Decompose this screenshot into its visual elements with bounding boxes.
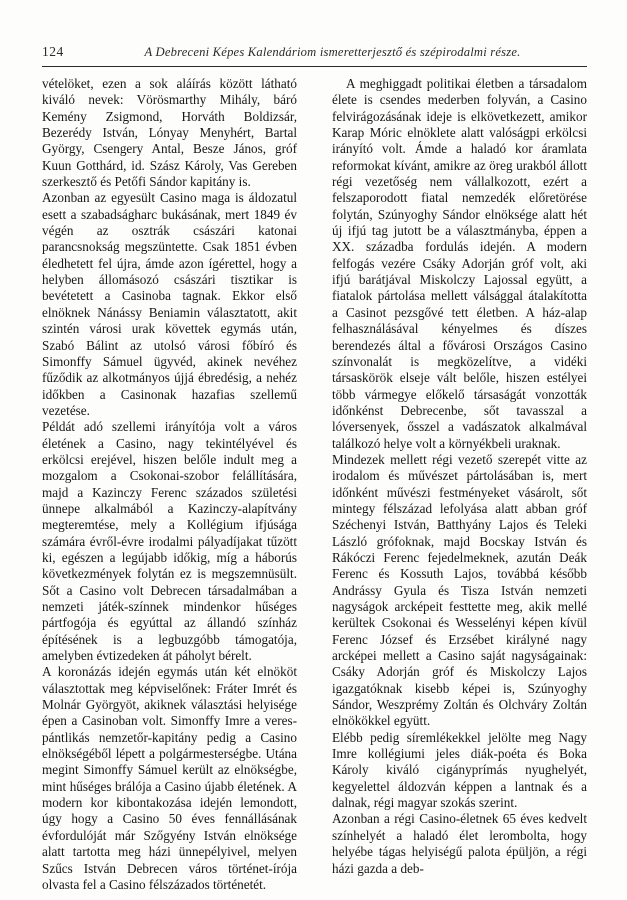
page-header — [42, 44, 587, 64]
paragraph: Azonban a régi Casino-életnek 65 éves kedvelt színhelyét a haladó élet lerombolta, hogy helyébe tágas helyiségű palota épüljön, a régi házi gazda a deb- — [332, 811, 587, 876]
paragraph: Azonban az egyesült Casino maga is áldozatul esett a szabadságharc bukásának, mert 1849 év végén az osztrák császári katonai parancsnokság megszüntette. Csak 1851 évben éledhetett fel újra, ámde azon ígérettel, hogy a helyben állomásozó császári tisztikar is bevétetett a Casinoba tagnak. Ekkor első elnöknek Nánássy Beniamin választatott, akit szintén városi urak követtek egymás után, Szabó Bálint az utolsó városi főbíró és Simonffy Sámuel ügyvéd, akinek nevéhez fűződik az alkotmányos újjá ébredésig, a nehéz időkben a Casinonak hazafias szellemű vezetése. — [42, 190, 297, 418]
paragraph: Elébb pedig síremlékekkel jelölte meg Nagy Imre kollégiumi jeles diák-poéta és Boka Károly kiváló cigányprímás nyughelyét, kegyelettel áldozván képpen a lantnak és a dalnak, régi magyar szokás szerint. — [332, 729, 587, 811]
text-columns — [42, 76, 587, 892]
paragraph: Példát adó szellemi irányítója volt a város életének a Casino, nagy tekintélyével és erkölcsi erejével, hiszen belőle indult meg a mozgalom a Csokonai-szobor felállítására, majd a Kazinczy Ferenc százados születési ünnepe alkalmából a Kazinczy-alapítvány megteremtése, mely a Kollégium ifjúsága számára évről-évre irodalmi pályadíjakat tűzött ki, egészen a legújabb időkig, míg a háborús következmények folytán ez is megszemnüsült. Sőt a Casino volt Debrecen társadalmában a nemzeti játék-színnek mindenkor hűséges pártfogója és egyúttal az állandó színház építésének is a legbuzgóbb támogatója, amelyben évtizedeken át páholyt bérelt. — [42, 419, 297, 664]
header-rule — [42, 66, 587, 67]
paragraph: Mindezek mellett régi vezető szerepét vitte az irodalom és művészet pártolásában is, mert időnként művészi festményeket vásárolt, sőt mintegy félszázad lefolyása alatt abban gróf Széchenyi István, Batthyány Lajos és Teleki László grófoknak, majd Bocskay István és Rákóczi Ferenc fejedelmeknek, azután Deák Ferenc és Kossuth Lajos, továbbá később Andrássy Gyula és Tisza István nemzeti nagyságok arcképeit festtette meg, akik mellé kerültek Csokonai és Wesselényi képen kívül Ferenc József és Erzsébet királyné nagy arcképei mellett a Casino saját nagyságainak: Csáky Adorján gróf és Miskolczy Lajos igazgatóknak kisebb képei is, Szúnyoghy Sándor, Weszprémy Zoltán és Olchváry Zoltán elnökökkel együtt. — [332, 451, 587, 729]
running-head: A Debreceni Képes Kalendáriom ismeretterjesztő és szépirodalmi része. — [144, 45, 521, 59]
column-right — [332, 76, 587, 876]
paragraph: vételöket, ezen a sok aláírás között látható kiváló nevek: Vörösmarthy Mihály, báró Kemény Zsigmond, Horváth Boldizsár, Bezerédy István, Lónyay Menyhért, Bartal György, Csengery Antal, Besze János, gróf Kuun Gotthárd, id. Szász Károly, Vas Gereben szerkesztő és Petőfi Sándor kapitány is. — [42, 76, 297, 190]
paragraph: A meghiggadt politikai életben a társadalom élete is csendes mederben folyván, a Casino felvirágozásának ideje is elkövetkezett, amikor Karap Móric elnöklete alatt valóságpi erkölcsi irányító volt. Ámde a haladó kor áramlata reformokat kívánt, amikre az öreg urakból állott régi vezetőség nem vállalkozott, ezért a felszaporodott fiatal nemzedék előretörése folytán, Szúnyoghy Sándor elnöksége alatt hét új ifjú tag jutott be a választmányba, éppen a XX. századba fordulás idején. A modern felfogás vezére Csáky Adorján gróf volt, aki ifjú barátjával Miskolczy Lajossal együtt, a fiatalok pártolása mellett válsággal átalakította a Casinot pezsgővé tett életben. A ház-alap felhasználásával kényelmes és díszes berendezés által a fővárosi Országos Casino színvonalát is megközelítve, a vidéki társaskörök elseje vált belőle, hiszen estélyei több vármegye előkelő társaságát vonzották időnkénst Debrecenbe, sőt tavasszal a lóversenyek, ősszel a vadászatok alkalmával találkozó helye volt a környékbeli uraknak. — [332, 76, 587, 451]
column-left — [42, 76, 297, 892]
paragraph: A koronázás idején egymás után két elnököt választottak meg képviselőnek: Fráter Imrét és Molnár Györgyöt, akiknek választási helyisége épen a Casinoban volt. Simonffy Imre a veres-pántlikás nemzetőr-kapitány pedig a Casino elnökségéből lépett a polgármesterségbe. Utána megint Simonffy Sámuel került az elnökségbe, mint hűséges brálója a Casino újabb életének. A modern kor kibontakozása idején lemondott, úgy hogy a Casino 50 éves fennállásának évfordulóját már Szőgyény István elnöksége alatt tartotta meg házi ünnepélyivel, melyen Szűcs István Debrecen város történet-írója olvasta fel a Casino félszázados történetét. — [42, 664, 297, 892]
page-number: 124 — [42, 44, 64, 59]
